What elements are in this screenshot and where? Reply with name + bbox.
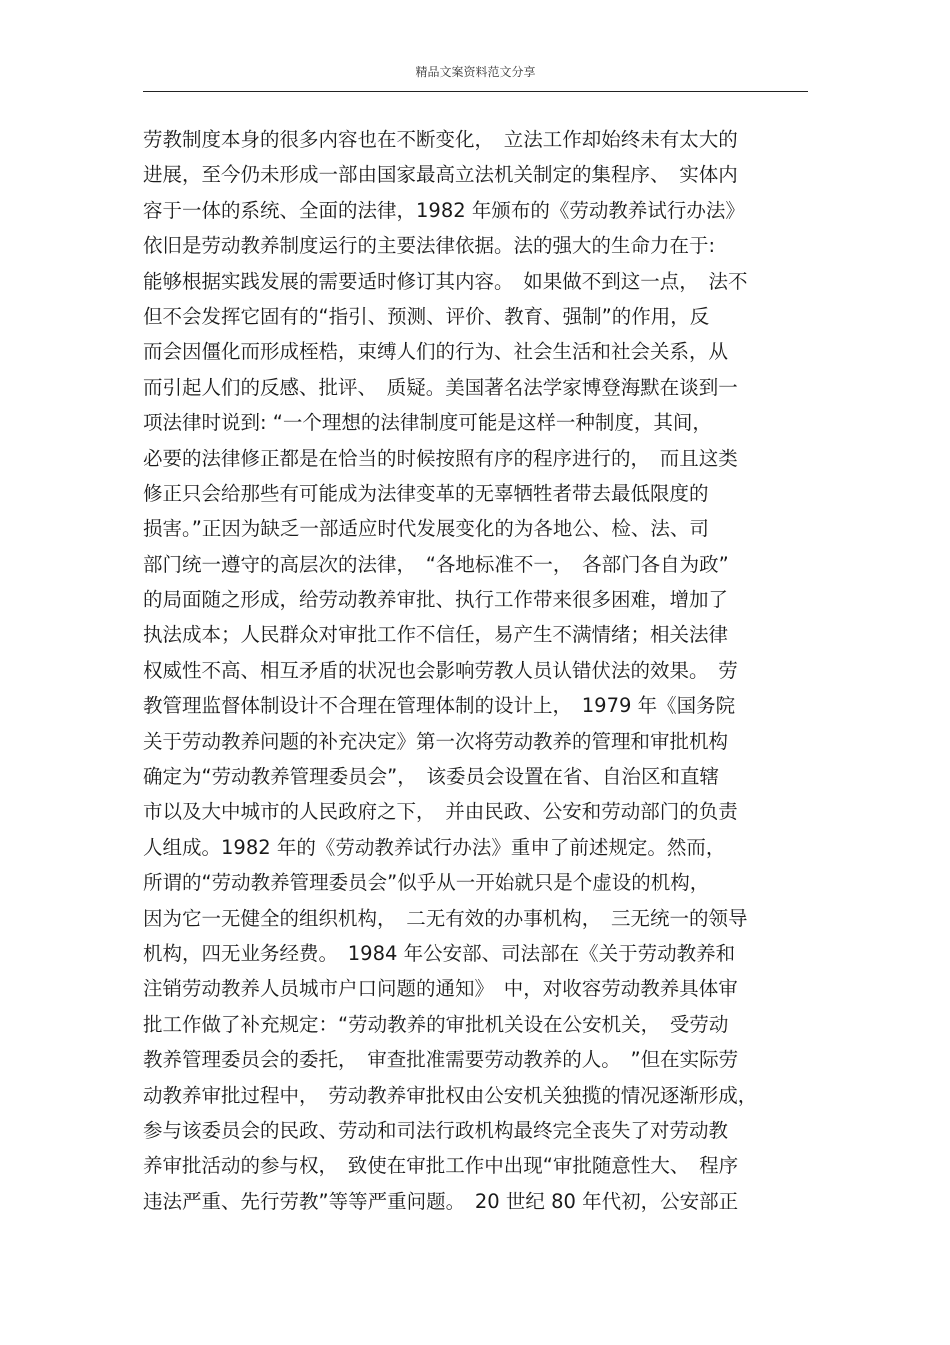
text-line: 批工作做了补充规定：“劳动教养的审批机关设在公安机关， 受劳动 bbox=[143, 1012, 729, 1036]
text-line: 项法律时说到: “一个理想的法律制度可能是这样一种制度，其间， bbox=[143, 411, 712, 435]
text-line: 而会因僵化而形成桎梏，束缚人们的行为、社会生活和社会关系，从 bbox=[143, 340, 729, 364]
text-line: 关于劳动教养问题的补充决定》第一次将劳动教养的管理和审批机构 bbox=[143, 729, 729, 753]
header-title: 精品文案资料范文分享 bbox=[415, 65, 536, 79]
text-line: 人组成。1982 年的《劳动教养试行办法》重申了前述规定。然而， bbox=[143, 835, 726, 859]
body-text bbox=[143, 122, 813, 1219]
text-line: 但不会发挥它固有的“指引、预测、评价、教育、强制”的作用，反 bbox=[143, 304, 710, 328]
text-line: 机构，四无业务经费。 1984 年公安部、司法部在《关于劳动教养和 bbox=[143, 941, 736, 965]
text-line: 参与该委员会的民政、劳动和司法行政机构最终完全丧失了对劳动教 bbox=[143, 1118, 729, 1142]
page-header bbox=[143, 62, 808, 92]
text-line: 动教养审批过程中， 劳动教养审批权由公安机关独揽的情况逐渐形成， bbox=[143, 1083, 758, 1107]
text-line: 能够根据实践发展的需要适时修订其内容。 如果做不到这一点， 法不 bbox=[143, 269, 748, 293]
text-line: 劳教制度本身的很多内容也在不断变化， 立法工作却始终未有太大的 bbox=[143, 128, 738, 151]
text-line: 部门统一遵守的高层次的法律， “各地标准不一， 各部门各自为政” bbox=[143, 552, 729, 576]
text-line: 的局面随之形成，给劳动教养审批、执行工作带来很多困难，增加了 bbox=[143, 588, 729, 612]
text-line: 依旧是劳动教养制度运行的主要法律依据。法的强大的生命力在于: bbox=[143, 234, 716, 258]
text-line: 而引起人们的反感、批评、 质疑。美国著名法学家博登海默在谈到一 bbox=[143, 375, 738, 399]
text-line: 所谓的“劳动教养管理委员会”似乎从一开始就只是个虚设的机构， bbox=[143, 871, 710, 895]
text-line: 修正只会给那些有可能成为法律变革的无辜牺牲者带去最低限度的 bbox=[143, 481, 709, 505]
text-line: 执法成本；人民群众对审批工作不信任，易产生不满情绪；相关法律 bbox=[143, 623, 729, 647]
text-line: 违法严重、先行劳教”等等严重问题。 20 世纪 80 年代初，公安部正 bbox=[143, 1189, 739, 1213]
text-line: 损害。”正因为缺乏一部适应时代发展变化的为各地公、检、法、司 bbox=[143, 517, 709, 541]
text-line: 因为它一无健全的组织机构， 二无有效的办事机构， 三无统一的领导 bbox=[143, 906, 748, 930]
text-line: 市以及大中城市的人民政府之下， 并由民政、公安和劳动部门的负责 bbox=[143, 800, 738, 824]
text-line: 权威性不高、相互矛盾的状况也会影响劳教人员认错伏法的效果。 劳 bbox=[143, 658, 738, 682]
text-line: 养审批活动的参与权， 致使在审批工作中出现“审批随意性大、 程序 bbox=[143, 1154, 739, 1178]
text-line: 教管理监督体制设计不合理在管理体制的设计上， 1979 年《国务院 bbox=[143, 694, 736, 718]
text-line: 进展，至今仍未形成一部由国家最高立法机关制定的集程序、 实体内 bbox=[143, 163, 738, 187]
text-line: 注销劳动教养人员城市户口问题的通知》 中，对收容劳动教养具体审 bbox=[143, 977, 738, 1001]
text-line: 确定为“劳动教养管理委员会”， 该委员会设置在省、自治区和直辖 bbox=[143, 765, 719, 789]
text-line: 必要的法律修正都是在恰当的时候按照有序的程序进行的， 而且这类 bbox=[143, 446, 738, 470]
text-line: 容于一体的系统、全面的法律，1982 年颁布的《劳动教养试行办法》 bbox=[143, 198, 745, 222]
text-line: 教养管理委员会的委托， 审查批准需要劳动教养的人。 ”但在实际劳 bbox=[143, 1048, 739, 1072]
header-divider bbox=[143, 91, 808, 92]
